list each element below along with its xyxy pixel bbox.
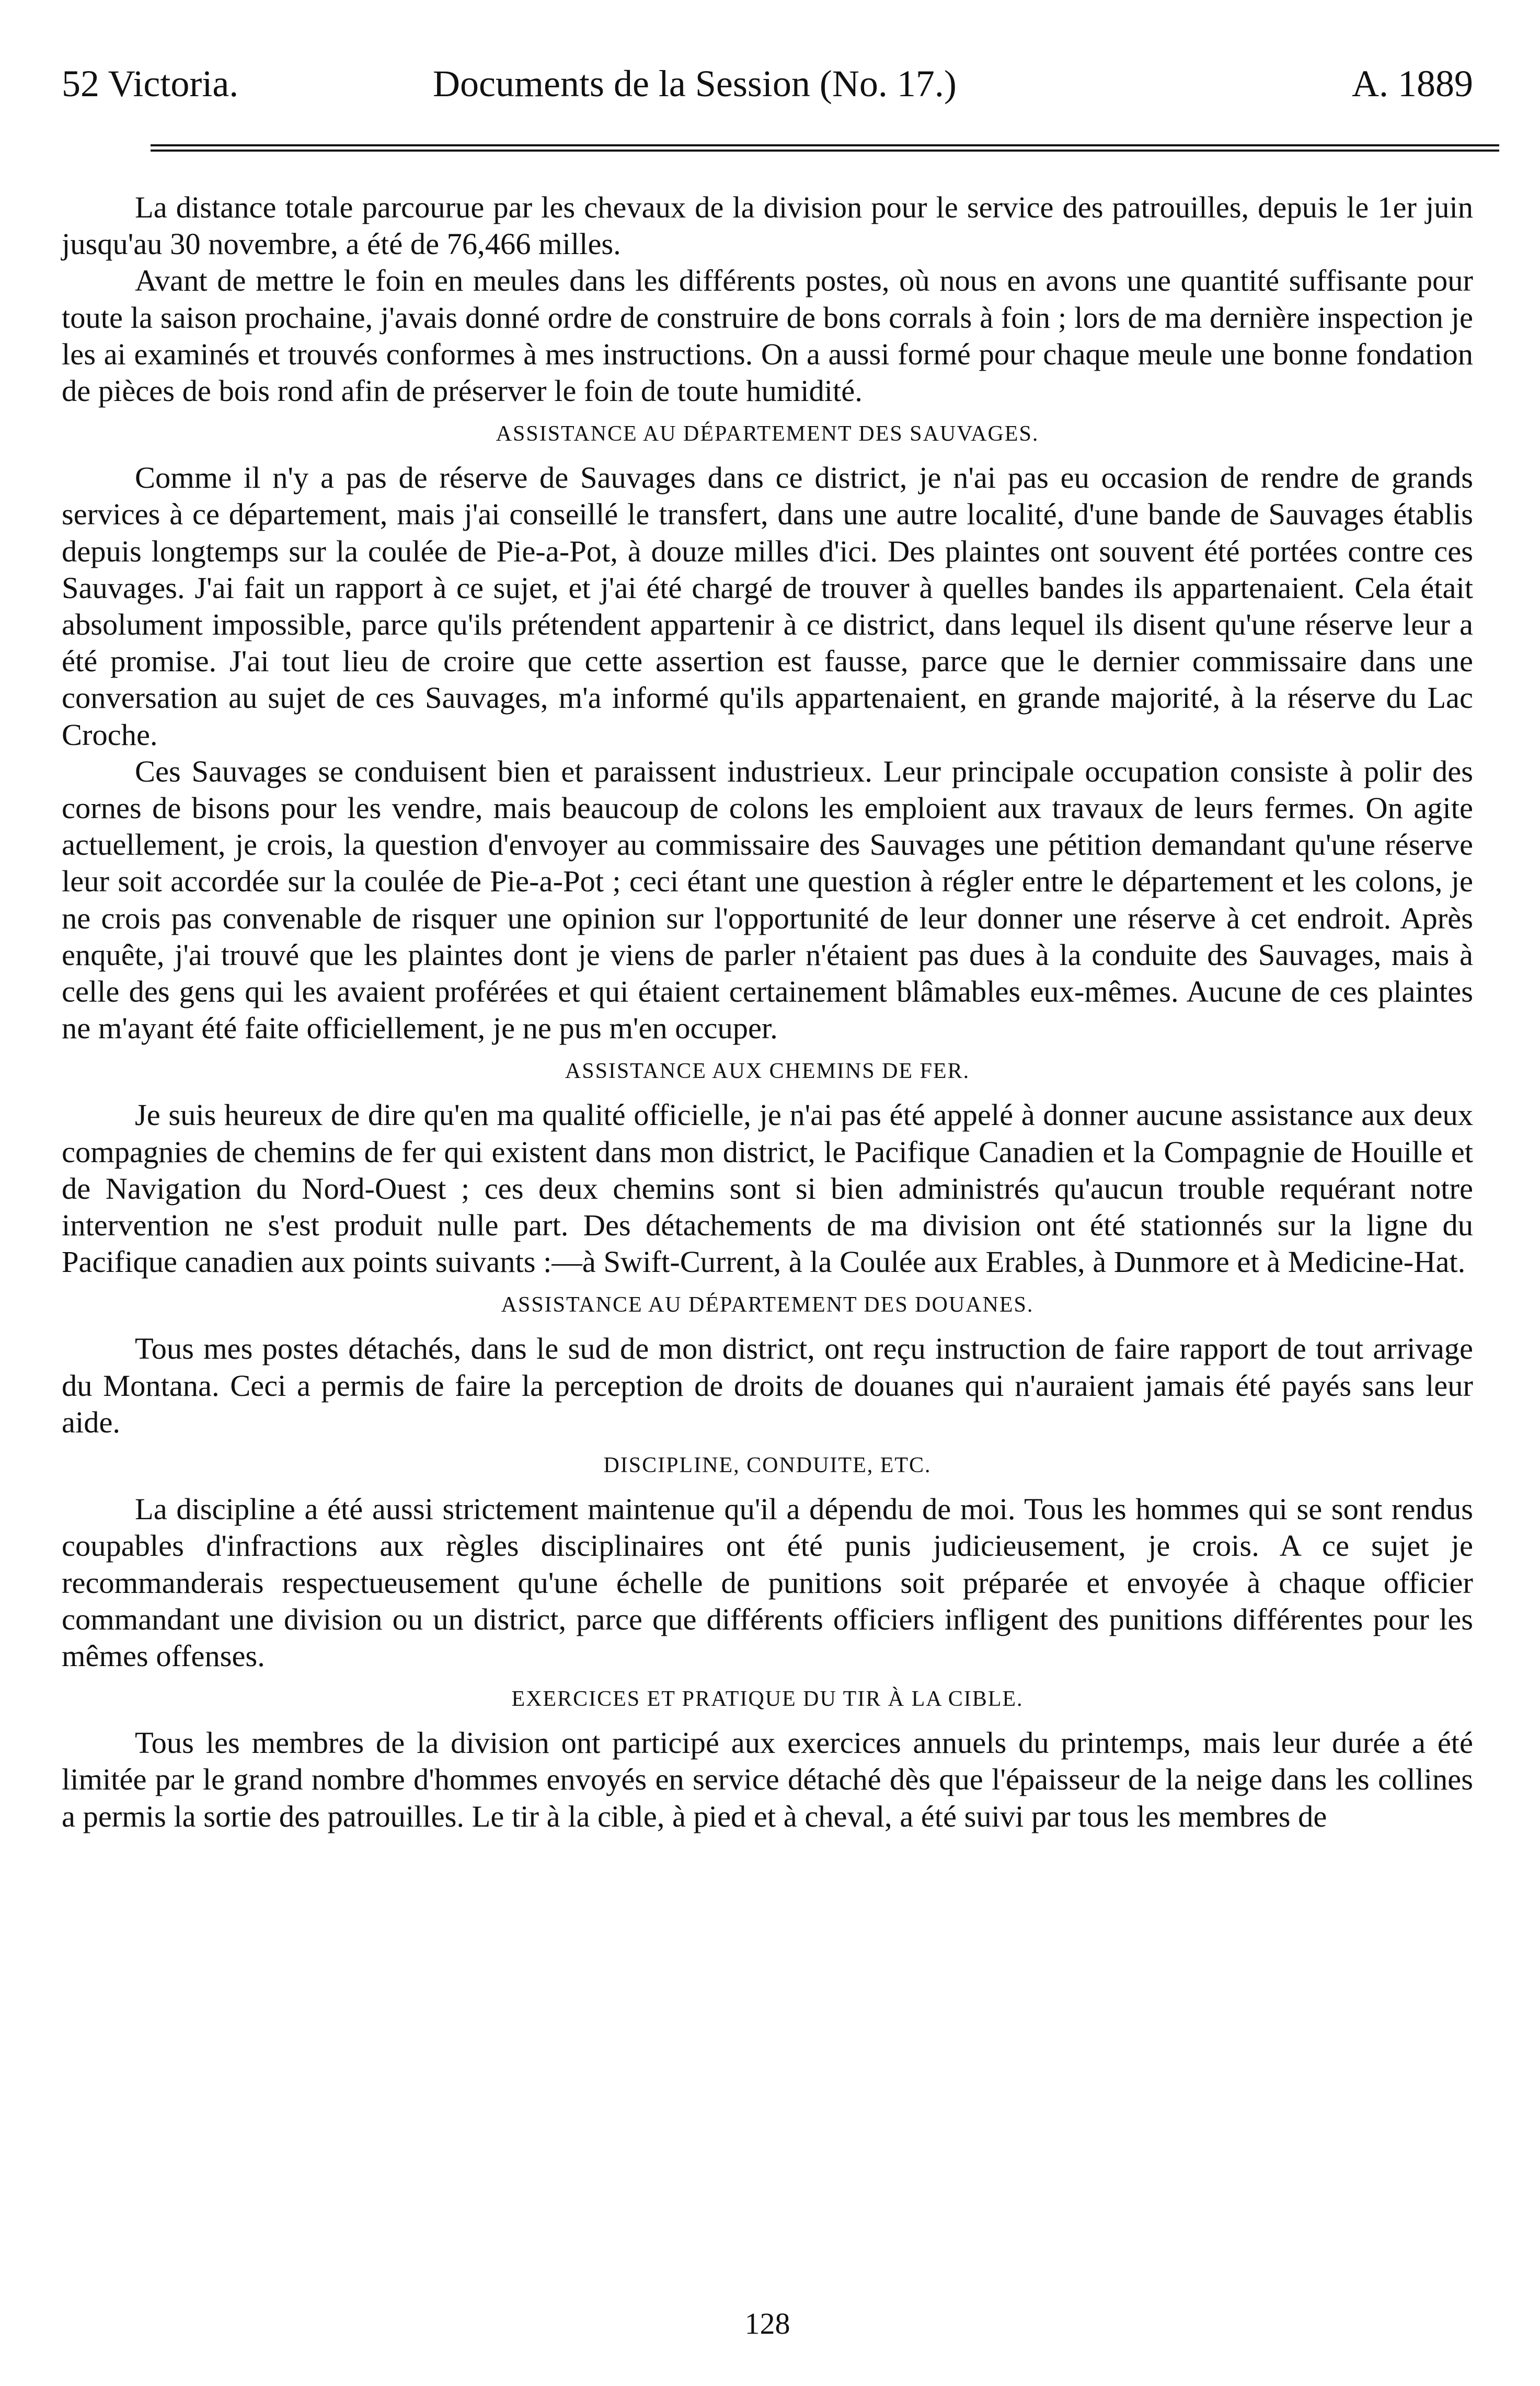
header-title: Documents de la Session (No. 17.) — [433, 63, 957, 105]
paragraph: Tous les membres de la division ont participé aux exercices annuels du printemps, mais leur durée a été limitée par le grand nombre d'hommes envoyés en service détaché dès que l'épaisseur de la neige dans les collines a permis la sortie des patrouilles. Le tir à la cible, à pied et à cheval, a été suivi par tous les membres de — [62, 1726, 1473, 1833]
paragraph: La discipline a été aussi strictement maintenue qu'il a dépendu de moi. Tous les hommes qui se sont rendus coupables d'infractions aux règles disciplinaires ont été punis judicieusement, je crois. A ce sujet je recommanderais respectueusement qu'une échelle de punitions soit préparée et envoyée à chaque officier commandant une division ou un district, parce que différents officiers infligent des punitions différentes pour les mêmes offenses. — [62, 1492, 1473, 1673]
header-double-rule — [151, 144, 1499, 152]
paragraph: Avant de mettre le foin en meules dans les différents postes, où nous en avons une quantité suffisante pour toute la saison prochaine, j'avais donné ordre de construire de bons corrals à foin ; lors de ma dernière inspection je les ai examinés et trouvés conformes à mes instructions. On a aussi formé pour chaque meule une bonne fondation de pièces de bois rond afin de préserver le foin de toute humidité. — [62, 263, 1473, 408]
header-regnal-year: 52 Victoria. — [62, 63, 239, 105]
paragraph: La distance totale parcourue par les chevaux de la division pour le service des patrouilles, depuis le 1er juin jusqu'au 30 novembre, a été de 76,466 milles. — [62, 190, 1473, 261]
document-page — [62, 52, 1473, 2363]
document-body — [62, 189, 1473, 1835]
paragraph: Ces Sauvages se conduisent bien et paraissent industrieux. Leur principale occupation consiste à polir des cornes de bisons pour les vendre, mais beaucoup de colons les emploient aux travaux de leurs fermes. On agite actuellement, je crois, la question d'envoyer au commissaire des Sauvages une pétition demandant qu'une réserve leur soit accordée sur la coulée de Pie-a-Pot ; ceci étant une question à régler entre le département et les colons, je ne crois pas convenable de risquer une opinion sur l'opportunité de leur donner une réserve à cet endroit. Après enquête, j'ai trouvé que les plaintes dont je viens de parler n'étaient pas dues à la conduite des Sauvages, mais à celle des gens qui les avaient proférées et qui étaient certainement blâmables eux-mêmes. Aucune de ces plaintes ne m'ayant été faite officiellement, je ne pus m'en occuper. — [62, 754, 1473, 1046]
header-year: A. 1889 — [1352, 63, 1473, 105]
paragraph: Comme il n'y a pas de réserve de Sauvages dans ce district, je n'ai pas eu occasion de rendre de grands services à ce département, mais j'ai conseillé le transfert, dans une autre localité, d'une bande de Sauvages établis depuis longtemps sur la coulée de Pie-a-Pot, à douze milles d'ici. Des plaintes ont souvent été portées contre ces Sauvages. J'ai fait un rapport à ce sujet, et j'ai été chargé de trouver à quelles bandes ils appartenaient. Cela était absolument impossible, parce qu'ils prétendent appartenir à ce district, dans lequel ils disent qu'une réserve leur a été promise. J'ai tout lieu de croire que cette assertion est fausse, parce que le dernier commissaire dans une conversation au sujet de ces Sauvages, m'a informé qu'ils appartenaient, en grande majorité, à la réserve du Lac Croche. — [62, 461, 1473, 752]
page-header — [62, 52, 1473, 115]
section-heading: EXERCICES ET PRATIQUE DU TIR À LA CIBLE. — [511, 1687, 1024, 1712]
paragraph: Je suis heureux de dire qu'en ma qualité officielle, je n'ai pas été appelé à donner aucune assistance aux deux compagnies de chemins de fer qui existent dans mon district, le Pacifique Canadien et la Compagnie de Houille et de Navigation du Nord-Ouest ; ces deux chemins sont si bien administrés qu'aucun trouble requérant notre intervention ne s'est produit nulle part. Des détachements de ma division ont été stationnés sur la ligne du Pacifique canadien aux points suivants :—à Swift-Current, à la Coulée aux Erables, à Dunmore et à Medicine-Hat. — [62, 1098, 1473, 1279]
section-heading: ASSISTANCE AU DÉPARTEMENT DES DOUANES. — [501, 1293, 1034, 1317]
paragraph: Tous mes postes détachés, dans le sud de mon district, ont reçu instruction de faire rapport de tout arrivage du Montana. Ceci a permis de faire la perception de droits de douanes qui n'auraient jamais été payés sans leur aide. — [62, 1332, 1473, 1439]
section-heading: ASSISTANCE AU DÉPARTEMENT DES SAUVAGES. — [496, 422, 1039, 446]
section-heading: DISCIPLINE, CONDUITE, ETC. — [603, 1453, 932, 1478]
page-number: 128 — [744, 2307, 790, 2341]
section-heading: ASSISTANCE AUX CHEMINS DE FER. — [565, 1059, 970, 1084]
